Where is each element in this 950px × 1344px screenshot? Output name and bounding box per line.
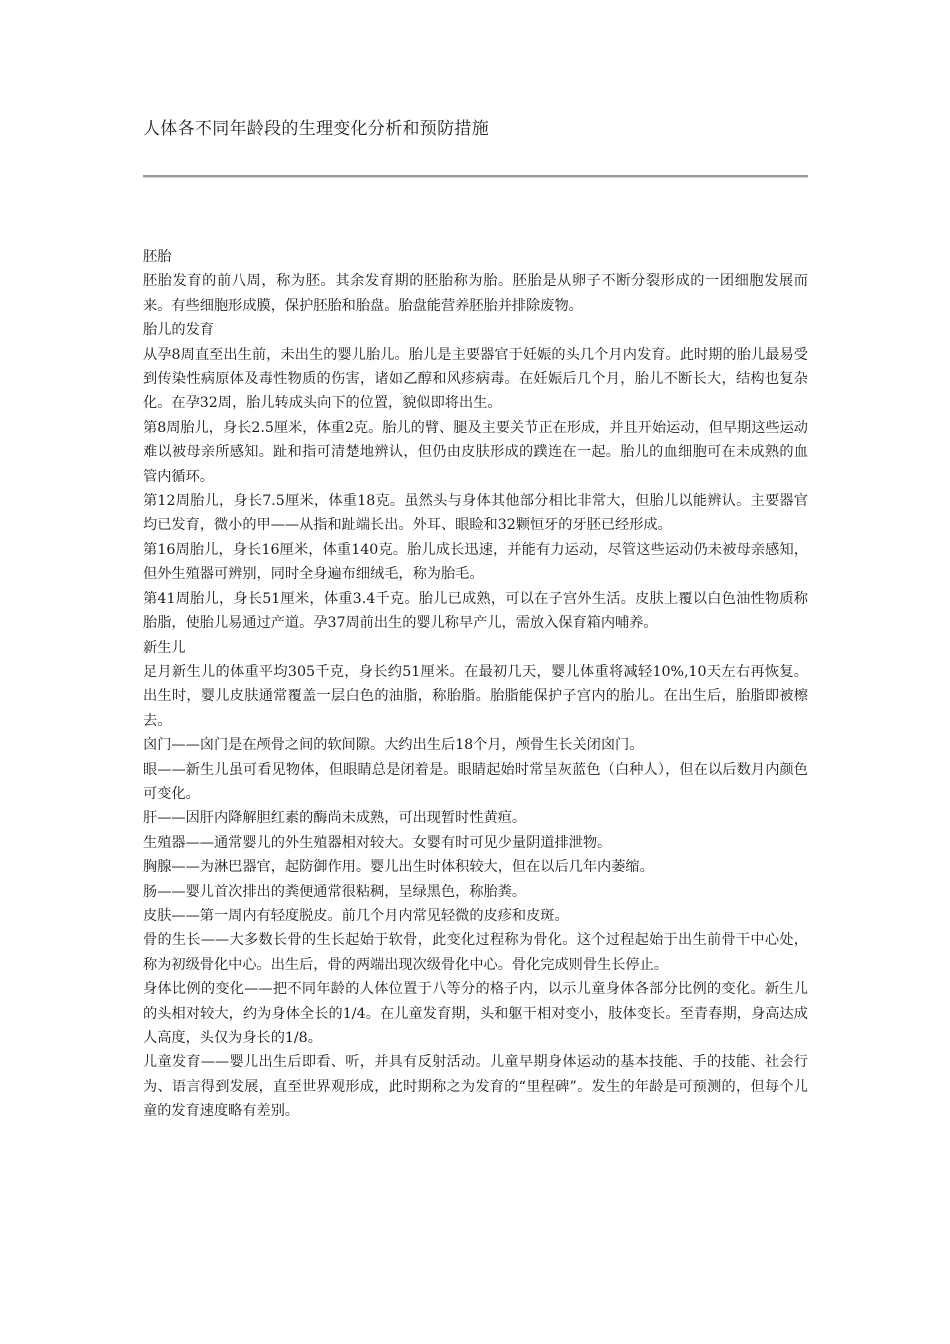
paragraph: 骨的生长——大多数长骨的生长起始于软骨，此变化过程称为骨化。这个过程起始于出生前骨干中心处，称为初级骨化中心。出生后，骨的两端出现次级骨化中心。骨化完成则骨生长停止。 [143,932,808,973]
paragraph: 肠——婴儿首次排出的粪便通常很粘稠，呈绿黑色，称胎粪。 [143,883,527,900]
paragraph: 胸腺——为淋巴器官，起防御作用。婴儿出生时体积较大，但在以后几年内萎缩。 [143,859,654,876]
title-divider [143,175,808,177]
paragraph: 第16周胎儿，身长16厘米，体重140克。胎儿成长迅速，并能有力运动，尽管这些运动仍未被母亲感知，但外生殖器可辨别，同时全身遍布细绒毛，称为胎毛。 [143,541,808,583]
paragraph: 身体比例的变化——把不同年龄的人体位置于八等分的格子内，以示儿童身体各部分比例的变化。新生儿的头相对较大，约为身体全长的1/4。在儿童发育期，头和躯干相对变小，肢体变长。至青春期，身高达成人高度，头仅为身长的1/8。 [143,981,808,1046]
document-body [143,245,808,1124]
paragraph: 第41周胎儿，身长51厘米，体重3.4千克。胎儿已成熟，可以在子宫外生活。皮肤上覆以白色油性物质称胎脂，使胎儿易通过产道。孕37周前出生的婴儿称早产儿，需放入保育箱内哺养。 [143,590,808,632]
paragraph: 肝——因肝内降解胆红素的酶尚未成熟，可出现暂时性黄疸。 [143,810,527,827]
paragraph: 胚胎发育的前八周，称为胚。其余发育期的胚胎称为胎。胚胎是从卵子不断分裂形成的一团细胞发展而来。有些细胞形成膜，保护胚胎和胎盘。胎盘能营养胚胎并排除废物。 [143,273,808,314]
paragraph: 皮肤——第一周内有轻度脱皮。前几个月内常见轻微的皮疹和皮斑。 [143,907,569,924]
paragraph: 胎儿的发育 [143,322,214,339]
paragraph: 第12周胎儿，身长7.5厘米，体重18克。虽然头与身体其他部分相比非常大，但胎儿以能辨认。主要器官均已发育，微小的甲——从指和趾端长出。外耳、眼睑和32颗恒牙的牙胚已经形成。 [143,493,808,534]
paragraph: 囟门——囟门是在颅骨之间的软间隙。大约出生后18个月，颅骨生长关闭囟门。 [143,737,644,754]
paragraph: 新生儿 [143,639,186,656]
paragraph: 足月新生儿的体重平均305千克，身长约51厘米。在最初几天，婴儿体重将减轻10%,10天左右再恢复。出生时，婴儿皮肤通常覆盖一层白色的油脂，称胎脂。胎脂能保护子宫内的胎儿。在出生后，胎脂即被檫去。 [143,663,808,729]
paragraph: 眼——新生儿虽可看见物体，但眼睛总是闭着是。眼睛起始时常呈灰蓝色（白种人），但在以后数月内颜色可变化。 [143,761,808,802]
paragraph: 从孕8周直至出生前，未出生的婴儿胎儿。胎儿是主要器官于妊娠的头几个月内发育。此时期的胎儿最易受到传染性病原体及毒性物质的伤害，诸如乙醇和风疹病毒。在妊娠后几个月，胎儿不断长大，结构也复杂化。在孕32周，胎儿转成头向下的位置，貌似即将出生。 [143,346,808,412]
paragraph: 生殖器——通常婴儿的外生殖器相对较大。女婴有时可见少量阴道排泄物。 [143,834,612,851]
paragraph: 第8周胎儿，身长2.5厘米，体重2克。胎儿的臂、腿及主要关节正在形成，并且开始运动，但早期这些运动难以被母亲所感知。趾和指可清楚地辨认，但仍由皮肤形成的蹼连在一起。胎儿的血细胞可在未成熟的血管内循环。 [143,419,808,485]
paragraph: 儿童发育——婴儿出生后即看、听，并具有反射活动。儿童早期身体运动的基本技能、手的技能、社会行为、语言得到发展，直至世界观形成，此时期称之为发育的“里程碑”。发生的年龄是可预测的，但每个儿童的发育速度略有差别。 [143,1054,808,1120]
page-title: 人体各不同年龄段的生理变化分析和预防措施 [143,119,489,139]
paragraph: 胚胎 [143,249,172,265]
